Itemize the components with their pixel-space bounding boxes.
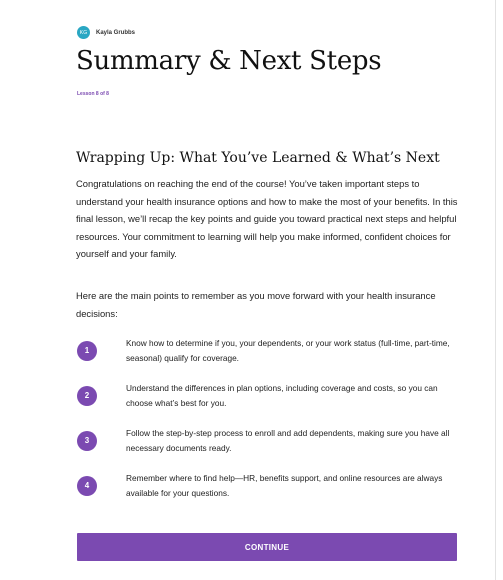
page-title: Summary & Next Steps bbox=[76, 46, 382, 76]
page-edge-divider bbox=[495, 0, 496, 580]
list-item bbox=[77, 471, 457, 500]
list-item bbox=[77, 381, 457, 410]
list-item-text: Know how to determine if you, your dependents, or your work status (full-time, part-time, seasonal) qualify for coverage. bbox=[126, 338, 450, 363]
list-item-text: Remember where to find help—HR, benefits support, and online resources are always available for your questions. bbox=[126, 473, 443, 498]
intro-paragraph: Congratulations on reaching the end of the course! You’ve taken important steps to understand your health insurance options and how to make the most of your benefits. In this final lesson, we’ll recap the key points and guide you toward practical next steps and helpful resources. Your commitment to learning will help you make informed, confident choices for yourself and your family. bbox=[76, 178, 458, 259]
lesson-progress-label: Lesson 8 of 8 bbox=[77, 91, 109, 97]
points-intro-paragraph: Here are the main points to remember as you move forward with your health insurance decisions: bbox=[76, 290, 436, 319]
continue-button[interactable]: CONTINUE bbox=[77, 533, 457, 561]
step-number-badge: 2 bbox=[77, 386, 97, 406]
list-item bbox=[77, 426, 457, 455]
list-item-text: Follow the step-by-step process to enroll and add dependents, making sure you have all necessary documents ready. bbox=[126, 428, 450, 453]
step-number-badge: 4 bbox=[77, 476, 97, 496]
step-number-badge: 3 bbox=[77, 431, 97, 451]
author-name: Kayla Grubbs bbox=[96, 29, 136, 36]
step-number-badge: 1 bbox=[77, 341, 97, 361]
list-item bbox=[77, 336, 457, 365]
section-heading: Wrapping Up: What You’ve Learned & What’s Next bbox=[76, 150, 440, 166]
author-byline bbox=[77, 26, 135, 39]
avatar: KG bbox=[77, 26, 90, 39]
list-item-text: Understand the differences in plan options, including coverage and costs, so you can choose what’s best for you. bbox=[126, 383, 438, 408]
